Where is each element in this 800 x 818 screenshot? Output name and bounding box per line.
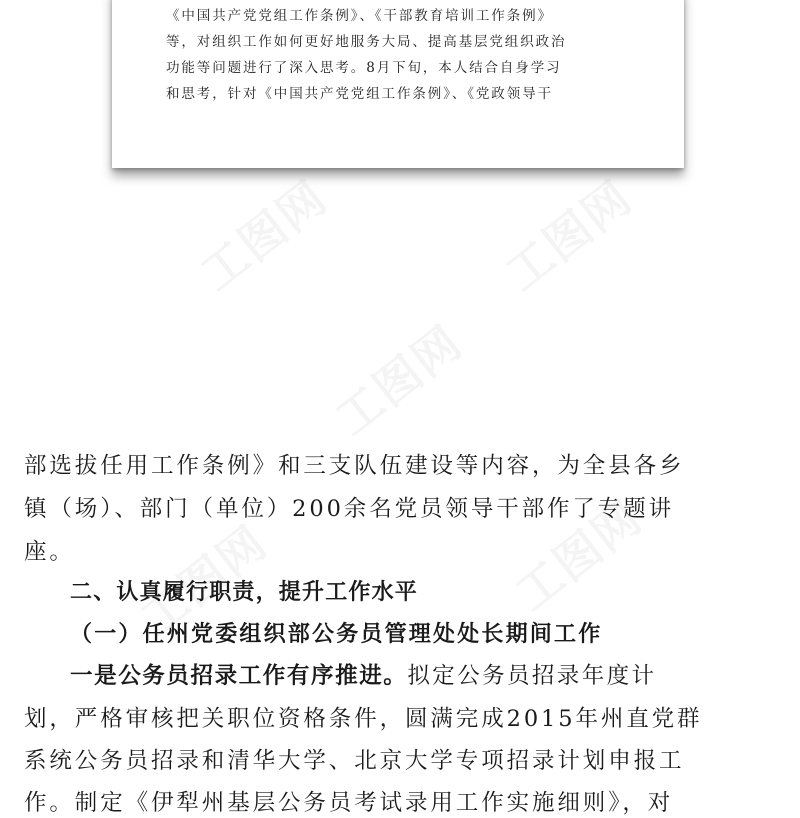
paragraph-line: 作。制定《伊犁州基层公务员考试录用工作实施细则》，对 (24, 790, 674, 816)
paragraph-line: 划，严格审核把关职位资格条件，圆满完成2015年州直党群 (24, 706, 703, 732)
watermark-logo (490, 163, 644, 304)
preview-line-4: 和思考，针对《中国共产党党组工作条例》、《党政领导干 (166, 86, 553, 102)
paragraph-line: 镇（场）、部门（单位）200余名党员领导干部作了专题讲 (24, 496, 674, 522)
paragraph-text: 拟定公务员招录年度计 (407, 663, 657, 689)
subsection-heading: （一）任州党委组织部公务员管理处处长期间工作 (70, 621, 603, 647)
paragraph-lead: 一是公务员招录工作有序推进。 (70, 663, 408, 689)
paragraph-line: 系统公务员招录和清华大学、北京大学专项招录计划申报工 (24, 748, 685, 774)
page-preview-card (112, 0, 684, 168)
paragraph-line: 座。 (24, 539, 75, 565)
paragraph-line: 部选拔任用工作条例》和三支队伍建设等内容，为全县各乡 (24, 453, 685, 479)
watermark-logo (185, 163, 339, 304)
preview-line-2: 等，对组织工作如何更好地服务大局、提高基层党组织政治 (166, 34, 567, 50)
paragraph-line (70, 661, 656, 691)
preview-line-3: 功能等问题进行了深入思考。8月下旬，本人结合自身学习 (166, 60, 562, 76)
preview-line-1: 《中国共产党党组工作条例》、《干部教育培训工作条例》 (166, 8, 553, 24)
section-heading: 二、认真履行职责，提升工作水平 (70, 580, 419, 605)
watermark-logo (320, 308, 474, 449)
